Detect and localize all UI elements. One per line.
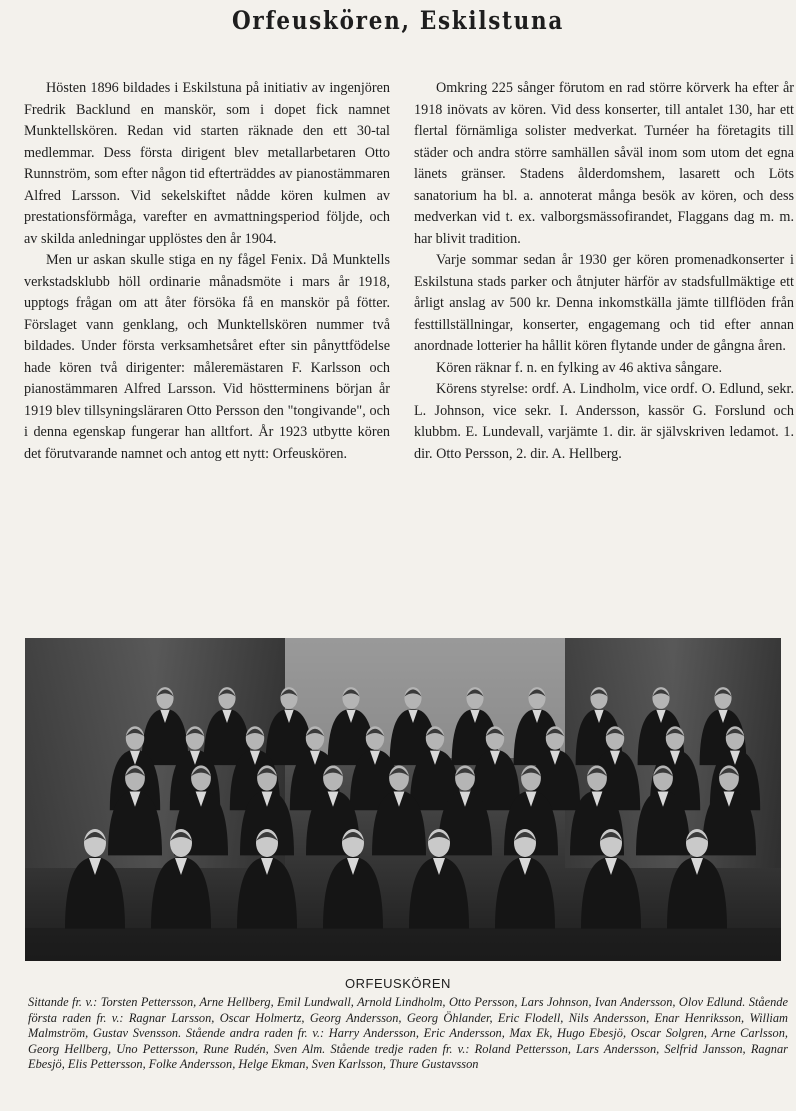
paragraph: Omkring 225 sånger förutom en rad större körverk ha efter år 1918 inövats av kören. Vid dess konserter, till antalet 130, har ett flertal förnämliga solister medverkat. Turnéer ha företagits till städer och andra större samhällen såväl inom som utom det egna länets gränser. Stadens ålderdomshem, lasarett och Löts sanatorium ha bl. a. annoterat många besök av kören, och dess medverkan vid t. ex. valborgsmässofirandet, Flaggans dag m. m. har blivit tradition. (414, 80, 794, 247)
photo-caption-names: Sittande fr. v.: Torsten Pettersson, Arne Hellberg, Emil Lundwall, Arnold Lindholm, Otto Persson, Lars Johnson, Ivan Andersson, Olov Edlund. Stående första raden fr. v.: Ragnar Larsson, Oscar Holmertz, Georg Andersson, Georg Öhlander, Eric Flodell, Nils Andersson, Enar Henriksson, William Malmström, Gustav Svensson. Stående andra raden fr. v.: Harry Andersson, Eric Andersson, Max Ek, Hugo Ebesjö, Oscar Solgren, Arne Carlsson, Georg Hellberg, Uno Pettersson, Rune Rudén, Sven Alm. Stående tredje raden fr. v.: Roland Pettersson, Lars Andersson, Selfrid Jansson, Ragnar Ebesjö, Elis Pettersson, Folke Andersson, Helge Ekman, Sven Karlsson, Thure Gustavsson (28, 995, 788, 1071)
article-column-right (414, 78, 794, 465)
paragraph: Körens styrelse: ordf. A. Lindholm, vice ordf. O. Edlund, sekr. L. Johnson, vice sekr. I. Andersson, kassör G. Forslund och klubbm. E. Lundevall, varjämte 1. dir. är självskriven ledamot. 1. dir. Otto Persson, 2. dir. A. Hellberg. (414, 381, 794, 462)
paragraph: Hösten 1896 bildades i Eskilstuna på initiativ av ingenjören Fredrik Backlund en manskör, som i dopet fick namnet Munktellskören. Redan vid starten räknade den ett 30-tal medlemmar. Dess första dirigent blev metallarbetaren Otto Runnström, som efter någon tid efterträddes av pianostämmaren Alfred Larsson. Vid sekelskiftet nådde kören kulmen av prestationsförmåga, varefter en avmattningsperiod följde, och av skilda anledningar upplöstes den år 1904. (24, 80, 390, 247)
choir-group-photo (25, 638, 781, 961)
page-title: Orfeuskören, Eskilstuna (231, 6, 565, 35)
paragraph: Kören räknar f. n. en fylking av 46 aktiva sångare. (436, 359, 723, 376)
paragraph: Men ur askan skulle stiga en ny fågel Fenix. Då Munktells verkstadsklubb höll ordinarie månadsmöte i mars år 1918, upptogs frågan om att åter försöka få en manskör på fötter. Förslaget vann genklang, och Munktellskören nummer två bildades. Under första verksamhetsåret efter sin pånyttfödelse hade kören två dirigenter: måleremästaren F. Karlsson och pianostämmaren Alfred Larsson. Vid höstterminens början år 1919 blev tillsyningsläraren Otto Persson den "tongivande", och i denna egenskap fungerar han alltfort. År 1923 utbytte kören det förutvarande namnet och antog ett nytt: Orfeuskören. (24, 252, 390, 462)
paragraph: Varje sommar sedan år 1930 ger kören promenadkonserter i Eskilstuna stads parker och åtnjuter härför av stadsfullmäktige ett årligt anslag av 500 kr. Denna inkomstkälla jämte tillflöden från festtillställningar, konserter, engagemang och tid efter annan anordnade lotterier ha hållit kören flytande under de gångna åren. (414, 252, 794, 354)
article-column-left (24, 78, 390, 465)
photo-caption-title: ORFEUSKÖREN (345, 976, 451, 991)
